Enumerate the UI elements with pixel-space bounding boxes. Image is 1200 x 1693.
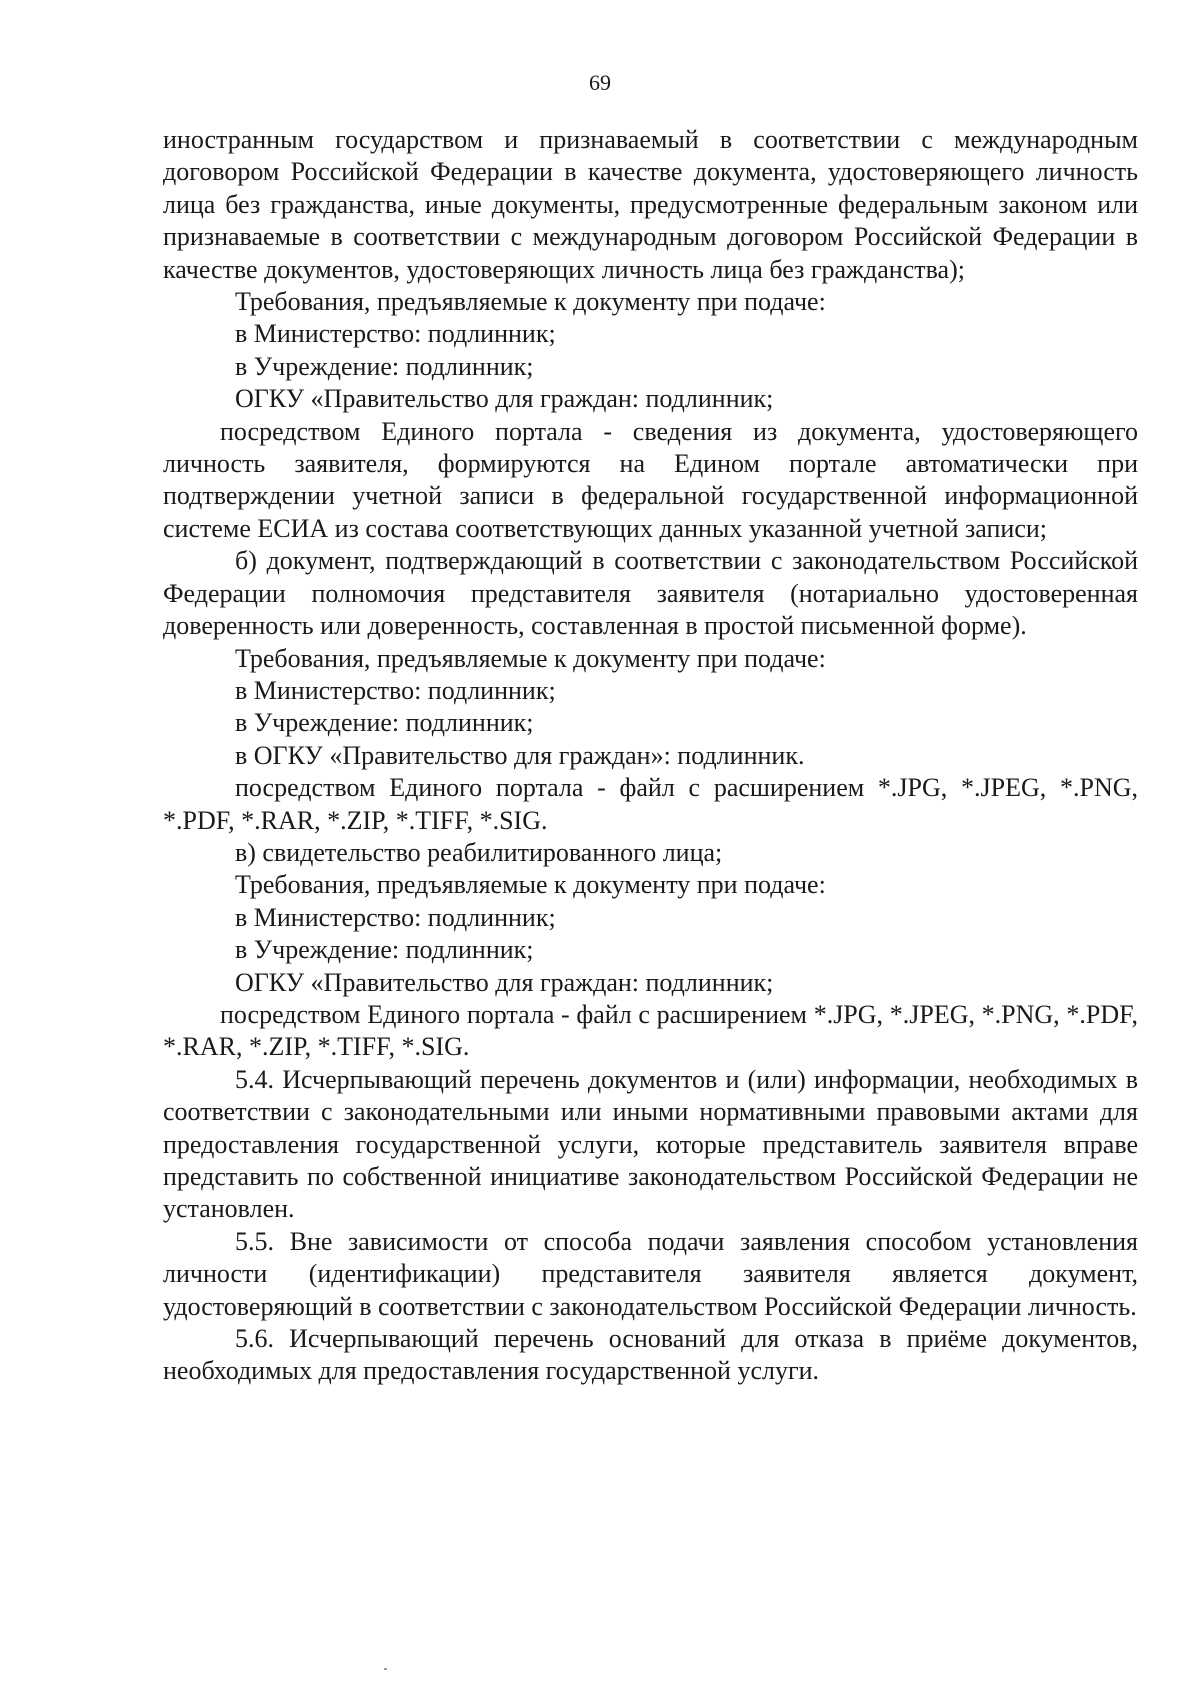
paragraph-requirements-heading: Требования, предъявляемые к документу при подаче: bbox=[235, 287, 826, 317]
paragraph-portal-files: посредством Единого портала - файл с расширением *.JPG, *.JPEG, *.PNG, *.PDF, *.RAR, *.ZIP, *.TIFF, *.SIG. bbox=[163, 773, 1138, 835]
paragraph-ministry: в Министерство: подлинник; bbox=[235, 902, 556, 932]
paragraph-continuation: иностранным государством и признаваемый в соответствии с международным договором Российской Федерации в качестве документа, удостоверяющего личность лица без гражданства, иные документы, предусмотренные федеральным законом или признаваемые в соответствии с международным договором Российской Федерации в качестве документов, удостоверяющих личность лица без гражданства); bbox=[163, 125, 1138, 284]
paragraph-ogku: в ОГКУ «Правительство для граждан»: подлинник. bbox=[235, 740, 805, 770]
paragraph-portal-files: посредством Единого портала - файл с расширением *.JPG, *.JPEG, *.PNG, *.PDF, *.RAR, *.ZIP, *.TIFF, *.SIG. bbox=[163, 999, 1138, 1062]
paragraph-section-5-5: 5.5. Вне зависимости от способа подачи заявления способом установления личности (идентификации) представителя заявителя является документ, удостоверяющий в соответствии с законодательством Российской Федерации личность. bbox=[163, 1226, 1138, 1321]
scan-speck bbox=[384, 1668, 387, 1670]
document-body bbox=[163, 124, 1138, 1388]
paragraph-institution: в Учреждение: подлинник; bbox=[235, 351, 534, 381]
paragraph-section-5-6: 5.6. Исчерпывающий перечень оснований для отказа в приёме документов, необходимых для предоставления государственной услуги. bbox=[163, 1324, 1138, 1386]
paragraph-portal-identity: посредством Единого портала - сведения из документа, удостоверяющего личность заявителя, формируются на Едином портале автоматически при подтверждении учетной записи в федеральной государственной информационной системе ЕСИА из состава соответствующих данных указанной учетной записи; bbox=[163, 416, 1138, 543]
paragraph-ogku: ОГКУ «Правительство для граждан: подлинник; bbox=[235, 384, 774, 414]
paragraph-institution: в Учреждение: подлинник; bbox=[235, 935, 534, 965]
paragraph-institution: в Учреждение: подлинник; bbox=[235, 708, 534, 738]
page-number: 69 bbox=[589, 70, 611, 95]
paragraph-ogku: ОГКУ «Правительство для граждан: подлинник; bbox=[235, 967, 774, 997]
paragraph-section-5-4: 5.4. Исчерпывающий перечень документов и (или) информации, необходимых в соответствии с законодательными или иными нормативными правовыми актами для предоставления государственной услуги, которые представитель заявителя вправе представить по собственной инициативе законодательством Российской Федерации не установлен. bbox=[163, 1064, 1138, 1224]
paragraph-item-b: б) документ, подтверждающий в соответствии с законодательством Российской Федерации полномочия представителя заявителя (нотариально удостоверенная доверенность или доверенность, составленная в простой письменной форме). bbox=[163, 546, 1138, 641]
paragraph-requirements-heading: Требования, предъявляемые к документу при подаче: bbox=[235, 870, 826, 900]
paragraph-item-v: в) свидетельство реабилитированного лица; bbox=[235, 837, 723, 867]
paragraph-ministry: в Министерство: подлинник; bbox=[235, 675, 556, 705]
paragraph-requirements-heading: Требования, предъявляемые к документу при подаче: bbox=[235, 643, 826, 673]
paragraph-ministry: в Министерство: подлинник; bbox=[235, 319, 556, 349]
